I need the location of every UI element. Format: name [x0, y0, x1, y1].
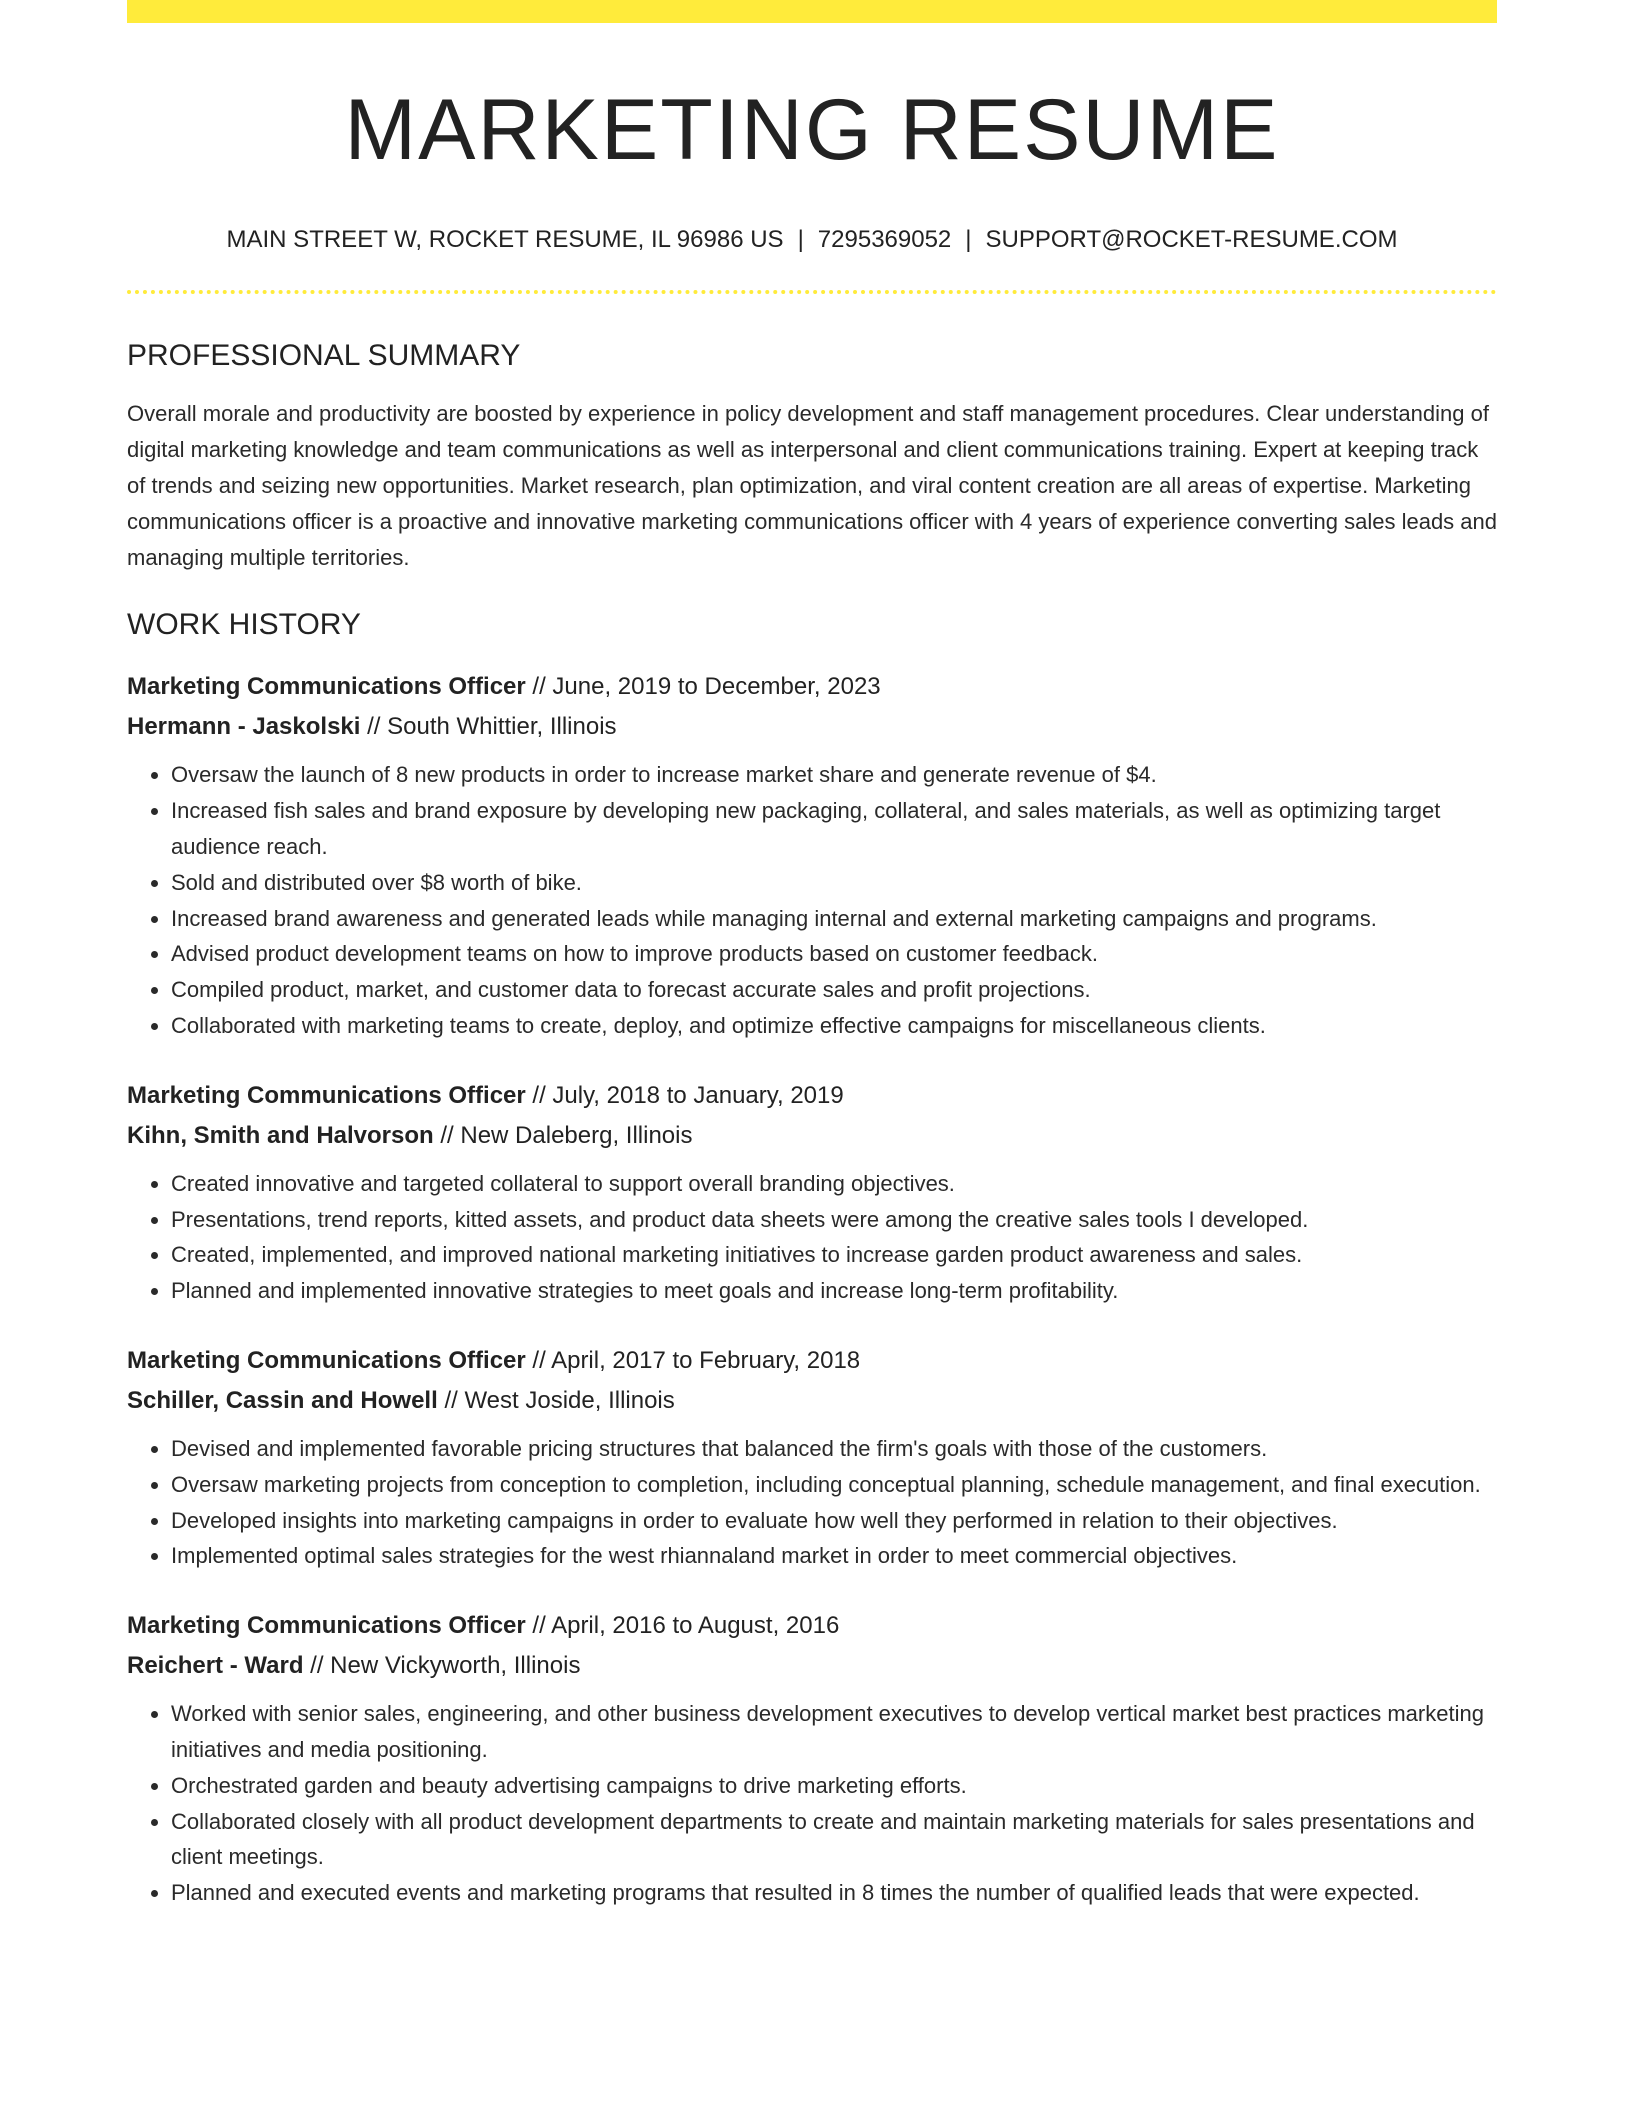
job-company: Hermann - Jaskolski	[127, 713, 361, 741]
contact-email: SUPPORT@ROCKET-RESUME.COM	[985, 225, 1398, 253]
job-role: Marketing Communications Officer	[127, 1346, 526, 1374]
accent-top-bar	[127, 0, 1497, 23]
contact-separator: |	[965, 225, 972, 253]
job-bullets	[127, 1431, 1497, 1574]
job-bullet: • Created, implemented, and improved national marketing initiatives to increase garden product awareness and sales.	[171, 1237, 1497, 1273]
job-bullet: • Devised and implemented favorable pricing structures that balanced the firm's goals with those of the customers.	[171, 1431, 1497, 1467]
job-bullet: • Planned and executed events and marketing programs that resulted in 8 times the number of qualified leads that were expected.	[171, 1875, 1497, 1911]
job-bullet: • Collaborated closely with all product development departments to create and maintain marketing materials for sales presentations and client meetings.	[171, 1804, 1497, 1876]
job-location: // New Vickyworth, Illinois	[303, 1652, 581, 1680]
job-bullets	[127, 1166, 1497, 1309]
job-bullet: • Increased brand awareness and generated leads while managing internal and external marketing campaigns and programs.	[171, 901, 1497, 937]
job-role: Marketing Communications Officer	[127, 1081, 526, 1109]
job-bullet: • Developed insights into marketing campaigns in order to evaluate how well they performed in relation to their objectives.	[171, 1503, 1497, 1539]
job-bullet: • Implemented optimal sales strategies for the west rhiannaland market in order to meet commercial objectives.	[171, 1538, 1497, 1574]
job-bullet: • Presentations, trend reports, kitted assets, and product data sheets were among the creative sales tools I developed.	[171, 1202, 1497, 1238]
summary-text: Overall morale and productivity are boosted by experience in policy development and staff management procedures. Clear understanding of digital marketing knowledge and team communications as well as interpersonal and client communications training. Expert at keeping track of trends and seizing new opportunities. Market research, plan optimization, and viral content creation are all areas of expertise. Marketing communications officer is a proactive and innovative marketing communications officer with 4 years of experience converting sales leads and managing multiple territories.	[127, 401, 1497, 570]
job-role-line	[127, 1076, 1497, 1116]
resume-title: MARKETING RESUME	[344, 82, 1280, 178]
contact-line	[127, 226, 1497, 255]
job-role: Marketing Communications Officer	[127, 1612, 526, 1640]
job-role: Marketing Communications Officer	[127, 673, 526, 701]
summary-heading: PROFESSIONAL SUMMARY	[127, 339, 521, 373]
job-company-line	[127, 1381, 1497, 1421]
job-bullet: • Oversaw marketing projects from conception to completion, including conceptual planning, schedule management, and final execution.	[171, 1467, 1497, 1503]
resume-page	[127, 0, 1497, 1911]
job-bullet: • Created innovative and targeted collateral to support overall branding objectives.	[171, 1166, 1497, 1202]
job-dates: // June, 2019 to December, 2023	[525, 673, 881, 701]
job-company: Reichert - Ward	[127, 1652, 304, 1680]
job-bullet: • Compiled product, market, and customer data to forecast accurate sales and profit projections.	[171, 972, 1497, 1008]
job-bullet: • Worked with senior sales, engineering, and other business development executives to develop vertical market best practices marketing initiatives and media positioning.	[171, 1696, 1497, 1768]
job-company-line	[127, 1646, 1497, 1686]
contact-separator: |	[797, 225, 804, 253]
job-entry	[127, 1076, 1497, 1309]
job-bullets	[127, 1696, 1497, 1911]
job-bullet: • Oversaw the launch of 8 new products in order to increase market share and generate revenue of $4.	[171, 757, 1497, 793]
job-bullet: • Increased fish sales and brand exposure by developing new packaging, collateral, and sales materials, as well as optimizing target audience reach.	[171, 793, 1497, 865]
job-role-line	[127, 1606, 1497, 1646]
job-bullets	[127, 757, 1497, 1043]
job-entry	[127, 1341, 1497, 1574]
job-bullet: • Advised product development teams on how to improve products based on customer feedback.	[171, 936, 1497, 972]
job-role-line	[127, 667, 1497, 707]
job-company-line	[127, 707, 1497, 747]
job-dates: // April, 2016 to August, 2016	[525, 1612, 840, 1640]
job-location: // West Joside, Illinois	[437, 1386, 675, 1414]
job-bullet: • Sold and distributed over $8 worth of bike.	[171, 865, 1497, 901]
job-company: Kihn, Smith and Halvorson	[127, 1121, 434, 1149]
job-bullet: • Orchestrated garden and beauty advertising campaigns to drive marketing efforts.	[171, 1768, 1497, 1804]
job-role-line	[127, 1341, 1497, 1381]
job-dates: // July, 2018 to January, 2019	[525, 1081, 844, 1109]
job-company: Schiller, Cassin and Howell	[127, 1386, 438, 1414]
dotted-divider	[127, 290, 1497, 294]
job-bullet: • Planned and implemented innovative strategies to meet goals and increase long-term profitability.	[171, 1273, 1497, 1309]
contact-phone: 7295369052	[817, 225, 952, 253]
job-dates: // April, 2017 to February, 2018	[525, 1346, 861, 1374]
job-company-line	[127, 1116, 1497, 1156]
job-entry	[127, 667, 1497, 1043]
contact-address: MAIN STREET W, ROCKET RESUME, IL 96986 US	[226, 225, 784, 253]
job-bullet: • Collaborated with marketing teams to create, deploy, and optimize effective campaigns for miscellaneous clients.	[171, 1008, 1497, 1044]
job-entry	[127, 1606, 1497, 1911]
job-location: // New Daleberg, Illinois	[433, 1121, 693, 1149]
work-history-heading: WORK HISTORY	[127, 608, 361, 642]
job-location: // South Whittier, Illinois	[360, 713, 617, 741]
